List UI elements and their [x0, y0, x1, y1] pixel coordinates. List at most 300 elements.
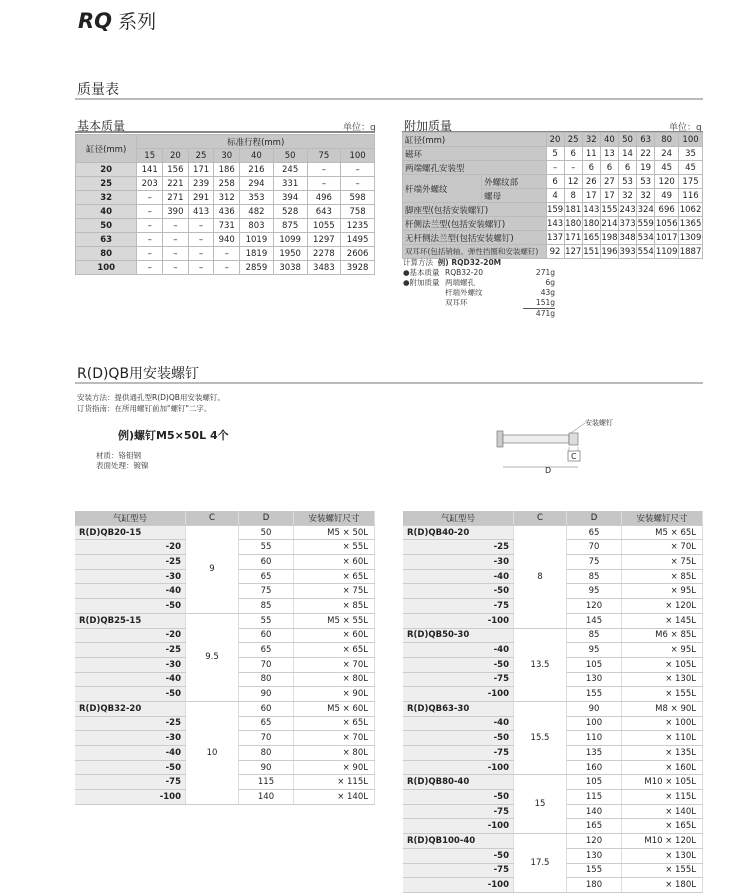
- d-value-cell: 65: [567, 525, 622, 540]
- mass-value-cell: 940: [214, 233, 240, 247]
- mass-value-cell: 243: [619, 204, 636, 215]
- screw-size-cell: × 65L: [294, 643, 375, 658]
- screw-size-cell: M5 × 60L: [294, 701, 375, 716]
- row-label: 磁环: [403, 147, 547, 161]
- mass-value-cell: 271: [163, 191, 189, 205]
- c-value-cell: 8: [514, 525, 567, 628]
- model-cell: R(D)QB25-15: [75, 613, 186, 628]
- d-value-cell: 180: [567, 878, 622, 893]
- mass-value-cell: 534: [637, 232, 654, 243]
- mass-value-cell: 1017: [655, 232, 678, 243]
- table-row: [403, 175, 703, 189]
- calc-example-model: 例) RQD32-20M: [437, 258, 502, 267]
- d-value-cell: 115: [567, 790, 622, 805]
- screw-example: 例)螺钉M5×50L 4个: [118, 429, 229, 442]
- stroke-column-header: 75: [307, 149, 341, 163]
- bore-column-header: 80: [655, 133, 679, 147]
- mass-value-cell: –: [163, 233, 189, 247]
- mass-value-cell: 394: [273, 191, 307, 205]
- bore-column-header: 100: [679, 133, 703, 147]
- screw-size-cell: × 55L: [294, 540, 375, 555]
- calc-line-item: 杆端外螺纹: [445, 288, 483, 297]
- mass-value-cell: 1309: [679, 232, 702, 243]
- d-value-cell: 120: [567, 834, 622, 849]
- row-sublabel: 外螺纹部: [482, 175, 546, 189]
- table-row: [75, 525, 375, 540]
- screw-size-cell: × 70L: [294, 731, 375, 746]
- mass-value-cell: 348: [619, 232, 636, 243]
- mass-value-cell: 2606: [341, 247, 375, 261]
- mass-value-cell: 6: [546, 175, 564, 189]
- column-header-d: D: [567, 511, 622, 525]
- screw-size-cell: × 110L: [622, 731, 703, 746]
- mass-value-cell: 1099: [273, 233, 307, 247]
- mass-value-cell: 393: [619, 246, 636, 257]
- stroke-column-header: 40: [240, 149, 274, 163]
- section-divider: [75, 382, 703, 384]
- screw-size-cell: M6 × 85L: [622, 628, 703, 643]
- mass-value-cell: –: [564, 161, 582, 175]
- basic-mass-unit: 单位：g: [343, 123, 376, 133]
- table-row: [403, 231, 703, 245]
- bore-cell: 50: [76, 219, 137, 233]
- screw-size-cell: × 155L: [622, 687, 703, 702]
- table-row: [76, 163, 375, 177]
- mass-value-cell: 35: [679, 147, 703, 161]
- mass-value-cell: 1109: [655, 246, 678, 257]
- stroke-column-header: 20: [163, 149, 189, 163]
- series-suffix: 系列: [118, 11, 157, 33]
- screw-size-cell: M10 × 105L: [622, 775, 703, 790]
- bore-cell: 25: [76, 177, 137, 191]
- mass-value-cell: 1887: [679, 246, 702, 257]
- model-cell: -75: [75, 775, 186, 790]
- stroke-column-header: 100: [341, 149, 375, 163]
- mass-value-cell: 141: [137, 163, 163, 177]
- model-cell: -40: [75, 746, 186, 761]
- model-cell: -25: [75, 716, 186, 731]
- d-value-cell: 95: [567, 643, 622, 658]
- mass-value-cell: 482: [240, 205, 274, 219]
- table-row: [76, 233, 375, 247]
- screw-size-cell: × 135L: [622, 746, 703, 761]
- d-value-cell: 100: [567, 716, 622, 731]
- mass-value-cell: 13: [600, 147, 618, 161]
- model-cell: R(D)QB20-15: [75, 525, 186, 540]
- mass-value-cell: 216: [240, 163, 274, 177]
- mass-value-cell: –: [163, 219, 189, 233]
- mass-value-cell: 353: [240, 191, 274, 205]
- d-value-cell: 85: [239, 599, 294, 614]
- d-value-cell: 95: [567, 584, 622, 599]
- row-label: 杆侧法兰型(包括安装螺钉): [403, 217, 547, 231]
- mass-value-cell: –: [341, 177, 375, 191]
- d-value-cell: 55: [239, 613, 294, 628]
- mass-value-cell: –: [188, 219, 214, 233]
- screw-surface: 表面处理：镀镍: [96, 461, 149, 470]
- mass-value-cell: 19: [637, 161, 655, 175]
- section-divider: [75, 98, 703, 100]
- mass-value-cell: 14: [619, 147, 637, 161]
- mass-value-cell: 3483: [307, 261, 341, 275]
- row-label: 脚座型(包括安装螺钉): [403, 203, 547, 217]
- mass-value-cell: 554: [637, 246, 654, 257]
- calc-line-item: 双耳环: [445, 298, 468, 307]
- mass-value-cell: 116: [679, 189, 703, 203]
- screw-size-cell: × 95L: [622, 643, 703, 658]
- mass-value-cell: 92: [546, 245, 564, 259]
- mass-value-cell: –: [188, 261, 214, 275]
- table-row: [76, 219, 375, 233]
- c-value-cell: 15.5: [514, 701, 567, 774]
- d-value-cell: 70: [239, 657, 294, 672]
- basic-mass-rule: [75, 131, 375, 133]
- screw-size-cell: M5 × 50L: [294, 525, 375, 540]
- screw-size-cell: × 60L: [294, 628, 375, 643]
- table-row: [75, 701, 375, 716]
- screw-section-title: R(D)QB用安装螺钉: [77, 366, 200, 382]
- calc-line: [403, 288, 563, 298]
- screw-material: 材质：铬钼钢: [96, 451, 141, 460]
- mass-value-cell: 390: [163, 205, 189, 219]
- basic-mass-table: [75, 134, 375, 275]
- mass-value-cell: –: [214, 247, 240, 261]
- mass-value-cell: 1019: [240, 233, 274, 247]
- mass-value-cell: –: [188, 247, 214, 261]
- mass-value-cell: 803: [240, 219, 274, 233]
- leader-line: [571, 423, 585, 433]
- column-header-c: C: [186, 511, 239, 525]
- d-value-cell: 120: [567, 599, 622, 614]
- table-row: [403, 245, 703, 259]
- model-cell: -40: [403, 643, 514, 658]
- mass-value-cell: 731: [214, 219, 240, 233]
- mass-value-cell: 643: [307, 205, 341, 219]
- mass-value-cell: 156: [163, 163, 189, 177]
- model-cell: -40: [403, 569, 514, 584]
- mass-value-cell: 528: [273, 205, 307, 219]
- mass-value-cell: 496: [307, 191, 341, 205]
- mass-value-cell: 127: [565, 246, 582, 257]
- mass-value-cell: 12: [564, 175, 582, 189]
- d-value-cell: 70: [567, 540, 622, 555]
- d-value-cell: 80: [239, 672, 294, 687]
- calc-line-value: 271g: [535, 268, 555, 277]
- stroke-column-header: 50: [273, 149, 307, 163]
- mass-value-cell: 24: [655, 147, 679, 161]
- calc-line: [403, 298, 563, 308]
- mass-value-cell: 32: [619, 189, 637, 203]
- mass-value-cell: 17: [600, 189, 618, 203]
- mass-value-cell: 151: [583, 246, 600, 257]
- model-cell: -100: [403, 878, 514, 893]
- mass-value-cell: –: [341, 163, 375, 177]
- calc-lines: [403, 268, 563, 319]
- d-value-cell: 90: [239, 687, 294, 702]
- model-cell: -40: [75, 672, 186, 687]
- d-value-cell: 155: [567, 687, 622, 702]
- model-cell: -75: [403, 599, 514, 614]
- mass-value-cell: 203: [137, 177, 163, 191]
- model-cell: -50: [403, 790, 514, 805]
- table-row: [76, 205, 375, 219]
- additional-mass-table: [402, 132, 703, 259]
- mass-value-cell: –: [307, 163, 341, 177]
- table-row: [76, 191, 375, 205]
- model-cell: R(D)QB80-40: [403, 775, 514, 790]
- mass-value-cell: 32: [637, 189, 655, 203]
- mass-value-cell: –: [137, 247, 163, 261]
- d-value-cell: 160: [567, 760, 622, 775]
- mass-value-cell: 8: [564, 189, 582, 203]
- screw-size-cell: × 145L: [622, 613, 703, 628]
- bore-column-header: 50: [619, 133, 637, 147]
- c-value-cell: 9: [186, 525, 239, 613]
- calc-example: [403, 258, 563, 319]
- mass-value-cell: 27: [600, 175, 618, 189]
- mass-value-cell: 312: [214, 191, 240, 205]
- d-value-cell: 140: [567, 804, 622, 819]
- mass-value-cell: 198: [601, 232, 618, 243]
- calc-line: [403, 308, 563, 319]
- c-value-cell: 10: [186, 701, 239, 804]
- model-cell: -75: [403, 746, 514, 761]
- bore-header: 缸径(mm): [76, 135, 137, 163]
- mass-value-cell: 4: [546, 189, 564, 203]
- d-value-cell: 135: [567, 746, 622, 761]
- mass-value-cell: 22: [637, 147, 655, 161]
- model-cell: -50: [403, 657, 514, 672]
- calc-line-label: [403, 288, 445, 298]
- bore-column-header: 25: [564, 133, 582, 147]
- screw-size-cell: × 60L: [294, 555, 375, 570]
- model-cell: -25: [75, 555, 186, 570]
- screw-size-cell: × 130L: [622, 672, 703, 687]
- model-cell: -100: [403, 687, 514, 702]
- model-cell: -100: [403, 613, 514, 628]
- table-row: [403, 775, 703, 790]
- model-cell: R(D)QB100-40: [403, 834, 514, 849]
- mass-section-title: 质量表: [77, 82, 119, 98]
- screw-label: 安装螺钉: [585, 419, 613, 427]
- mass-value-cell: 413: [188, 205, 214, 219]
- calc-line-value: 151g: [535, 298, 555, 307]
- model-cell: -75: [403, 863, 514, 878]
- screw-size-cell: × 115L: [294, 775, 375, 790]
- screw-size-cell: × 65L: [294, 569, 375, 584]
- bore-column-header: 32: [582, 133, 600, 147]
- mass-value-cell: –: [137, 205, 163, 219]
- model-cell: -30: [75, 731, 186, 746]
- table-row: [76, 177, 375, 191]
- screw-drawing: [485, 419, 613, 475]
- screw-head: [569, 433, 578, 445]
- c-value-cell: 15: [514, 775, 567, 834]
- mass-value-cell: 2278: [307, 247, 341, 261]
- screw-size-cell: × 115L: [622, 790, 703, 805]
- model-cell: -30: [75, 657, 186, 672]
- screw-size-cell: × 70L: [622, 540, 703, 555]
- screw-size-cell: M10 × 120L: [622, 834, 703, 849]
- mass-value-cell: 180: [583, 218, 600, 229]
- screw-table-right: [403, 511, 703, 893]
- screw-size-cell: × 140L: [622, 804, 703, 819]
- d-value-cell: 80: [239, 746, 294, 761]
- table-row: [403, 147, 703, 161]
- mass-value-cell: –: [137, 233, 163, 247]
- mass-value-cell: 171: [188, 163, 214, 177]
- mass-value-cell: 294: [240, 177, 274, 191]
- row-sublabel: 螺母: [482, 189, 546, 203]
- screw-table-left: [75, 511, 375, 805]
- row-label: 无杆侧法兰型(包括安装螺钉): [403, 231, 547, 245]
- mass-value-cell: 239: [188, 177, 214, 191]
- model-cell: R(D)QB40-20: [403, 525, 514, 540]
- mass-value-cell: 1055: [307, 219, 341, 233]
- mass-value-cell: 45: [655, 161, 679, 175]
- calc-line-item: [445, 308, 523, 319]
- series-title: [78, 7, 156, 34]
- mass-value-cell: 45: [679, 161, 703, 175]
- mass-value-cell: –: [137, 219, 163, 233]
- c-value-cell: 13.5: [514, 628, 567, 701]
- mass-value-cell: 175: [679, 175, 703, 189]
- d-value-cell: 130: [567, 672, 622, 687]
- mass-value-cell: 1062: [679, 204, 702, 215]
- mass-value-cell: 291: [188, 191, 214, 205]
- mass-value-cell: 6: [564, 147, 582, 161]
- mass-value-cell: 120: [655, 175, 679, 189]
- mass-value-cell: 324: [637, 204, 654, 215]
- row-label: 双耳环(包括销轴、弹性挡圈和安装螺钉): [403, 245, 547, 259]
- mass-value-cell: 53: [619, 175, 637, 189]
- mass-value-cell: –: [163, 247, 189, 261]
- d-value-cell: 105: [567, 657, 622, 672]
- screw-size-cell: × 70L: [294, 657, 375, 672]
- mass-value-cell: 331: [273, 177, 307, 191]
- mass-value-cell: –: [163, 261, 189, 275]
- screw-size-cell: M5 × 65L: [622, 525, 703, 540]
- calc-line-item: RQB32-20: [445, 268, 484, 277]
- d-dimension-label: D: [545, 466, 552, 475]
- mass-value-cell: –: [546, 161, 564, 175]
- model-cell: -75: [403, 804, 514, 819]
- cylinder-face: [497, 431, 503, 447]
- calc-line-value: 471g: [523, 308, 555, 319]
- table-row: [403, 701, 703, 716]
- screw-size-cell: × 90L: [294, 760, 375, 775]
- model-cell: -40: [75, 584, 186, 599]
- model-cell: -50: [75, 760, 186, 775]
- bore-column-header: 63: [637, 133, 655, 147]
- stroke-column-header: 30: [214, 149, 240, 163]
- mass-value-cell: 5: [546, 147, 564, 161]
- calc-line-value: 43g: [540, 288, 555, 297]
- mass-value-cell: 758: [341, 205, 375, 219]
- d-value-cell: 75: [567, 555, 622, 570]
- column-header-size: 安装螺钉尺寸: [622, 511, 703, 525]
- screw-size-cell: × 160L: [622, 760, 703, 775]
- bore-cell: 40: [76, 205, 137, 219]
- d-value-cell: 115: [239, 775, 294, 790]
- calc-line-label: [403, 298, 445, 308]
- mass-value-cell: 3038: [273, 261, 307, 275]
- stroke-column-header: 25: [188, 149, 214, 163]
- mass-value-cell: 1950: [273, 247, 307, 261]
- stroke-column-header: 15: [137, 149, 163, 163]
- bore-cell: 63: [76, 233, 137, 247]
- c-value-cell: 9.5: [186, 613, 239, 701]
- bore-cell: 80: [76, 247, 137, 261]
- screw-size-cell: × 95L: [622, 584, 703, 599]
- column-header-d: D: [239, 511, 294, 525]
- d-value-cell: 65: [239, 716, 294, 731]
- screw-size-cell: × 180L: [622, 878, 703, 893]
- mass-value-cell: 1297: [307, 233, 341, 247]
- mass-value-cell: 143: [546, 218, 564, 229]
- d-value-cell: 90: [239, 760, 294, 775]
- stroke-header: 标准行程(mm): [137, 135, 375, 149]
- mass-value-cell: 53: [637, 175, 655, 189]
- mass-value-cell: 2859: [240, 261, 274, 275]
- bore-cell: 20: [76, 163, 137, 177]
- column-header-size: 安装螺钉尺寸: [294, 511, 375, 525]
- screw-size-cell: × 80L: [294, 746, 375, 761]
- d-value-cell: 75: [239, 584, 294, 599]
- mass-value-cell: 186: [214, 163, 240, 177]
- d-value-cell: 85: [567, 628, 622, 643]
- order-guide: 订货指南：在所用螺钉前加"螺钉"二字。: [77, 404, 212, 413]
- install-method: 安装方法：提供通孔型R(D)QB用安装螺钉。: [77, 393, 225, 402]
- mass-value-cell: 1819: [240, 247, 274, 261]
- d-value-cell: 165: [567, 819, 622, 834]
- calc-line-label: ●基本质量: [403, 268, 440, 277]
- screw-size-cell: × 155L: [622, 863, 703, 878]
- screw-size-cell: × 85L: [622, 569, 703, 584]
- model-cell: -25: [403, 540, 514, 555]
- mass-value-cell: 196: [601, 246, 618, 257]
- row-label: 杆端外螺纹: [403, 175, 482, 203]
- mass-value-cell: 3928: [341, 261, 375, 275]
- mass-value-cell: 1495: [341, 233, 375, 247]
- d-value-cell: 130: [567, 848, 622, 863]
- column-header-model: 气缸型号: [75, 511, 186, 525]
- mass-value-cell: 165: [583, 232, 600, 243]
- mass-value-cell: 1235: [341, 219, 375, 233]
- mass-value-cell: 137: [546, 232, 564, 243]
- table-row: [403, 628, 703, 643]
- mass-value-cell: 214: [601, 218, 618, 229]
- d-value-cell: 140: [239, 790, 294, 805]
- model-cell: R(D)QB32-20: [75, 701, 186, 716]
- mass-value-cell: 159: [546, 204, 564, 215]
- screw-size-cell: × 100L: [622, 716, 703, 731]
- mass-value-cell: 1365: [679, 218, 702, 229]
- mass-value-cell: –: [307, 177, 341, 191]
- d-value-cell: 65: [239, 643, 294, 658]
- d-value-cell: 65: [239, 569, 294, 584]
- mass-value-cell: –: [214, 261, 240, 275]
- screw-shank: [503, 435, 569, 443]
- column-header-model: 气缸型号: [403, 511, 514, 525]
- model-cell: -25: [75, 643, 186, 658]
- table-row: [403, 203, 703, 217]
- table-row: [75, 613, 375, 628]
- additional-mass-title: 附加质量: [404, 119, 453, 133]
- model-cell: -30: [403, 555, 514, 570]
- model-cell: -20: [75, 628, 186, 643]
- row-label: 两端螺孔安装型: [403, 161, 547, 175]
